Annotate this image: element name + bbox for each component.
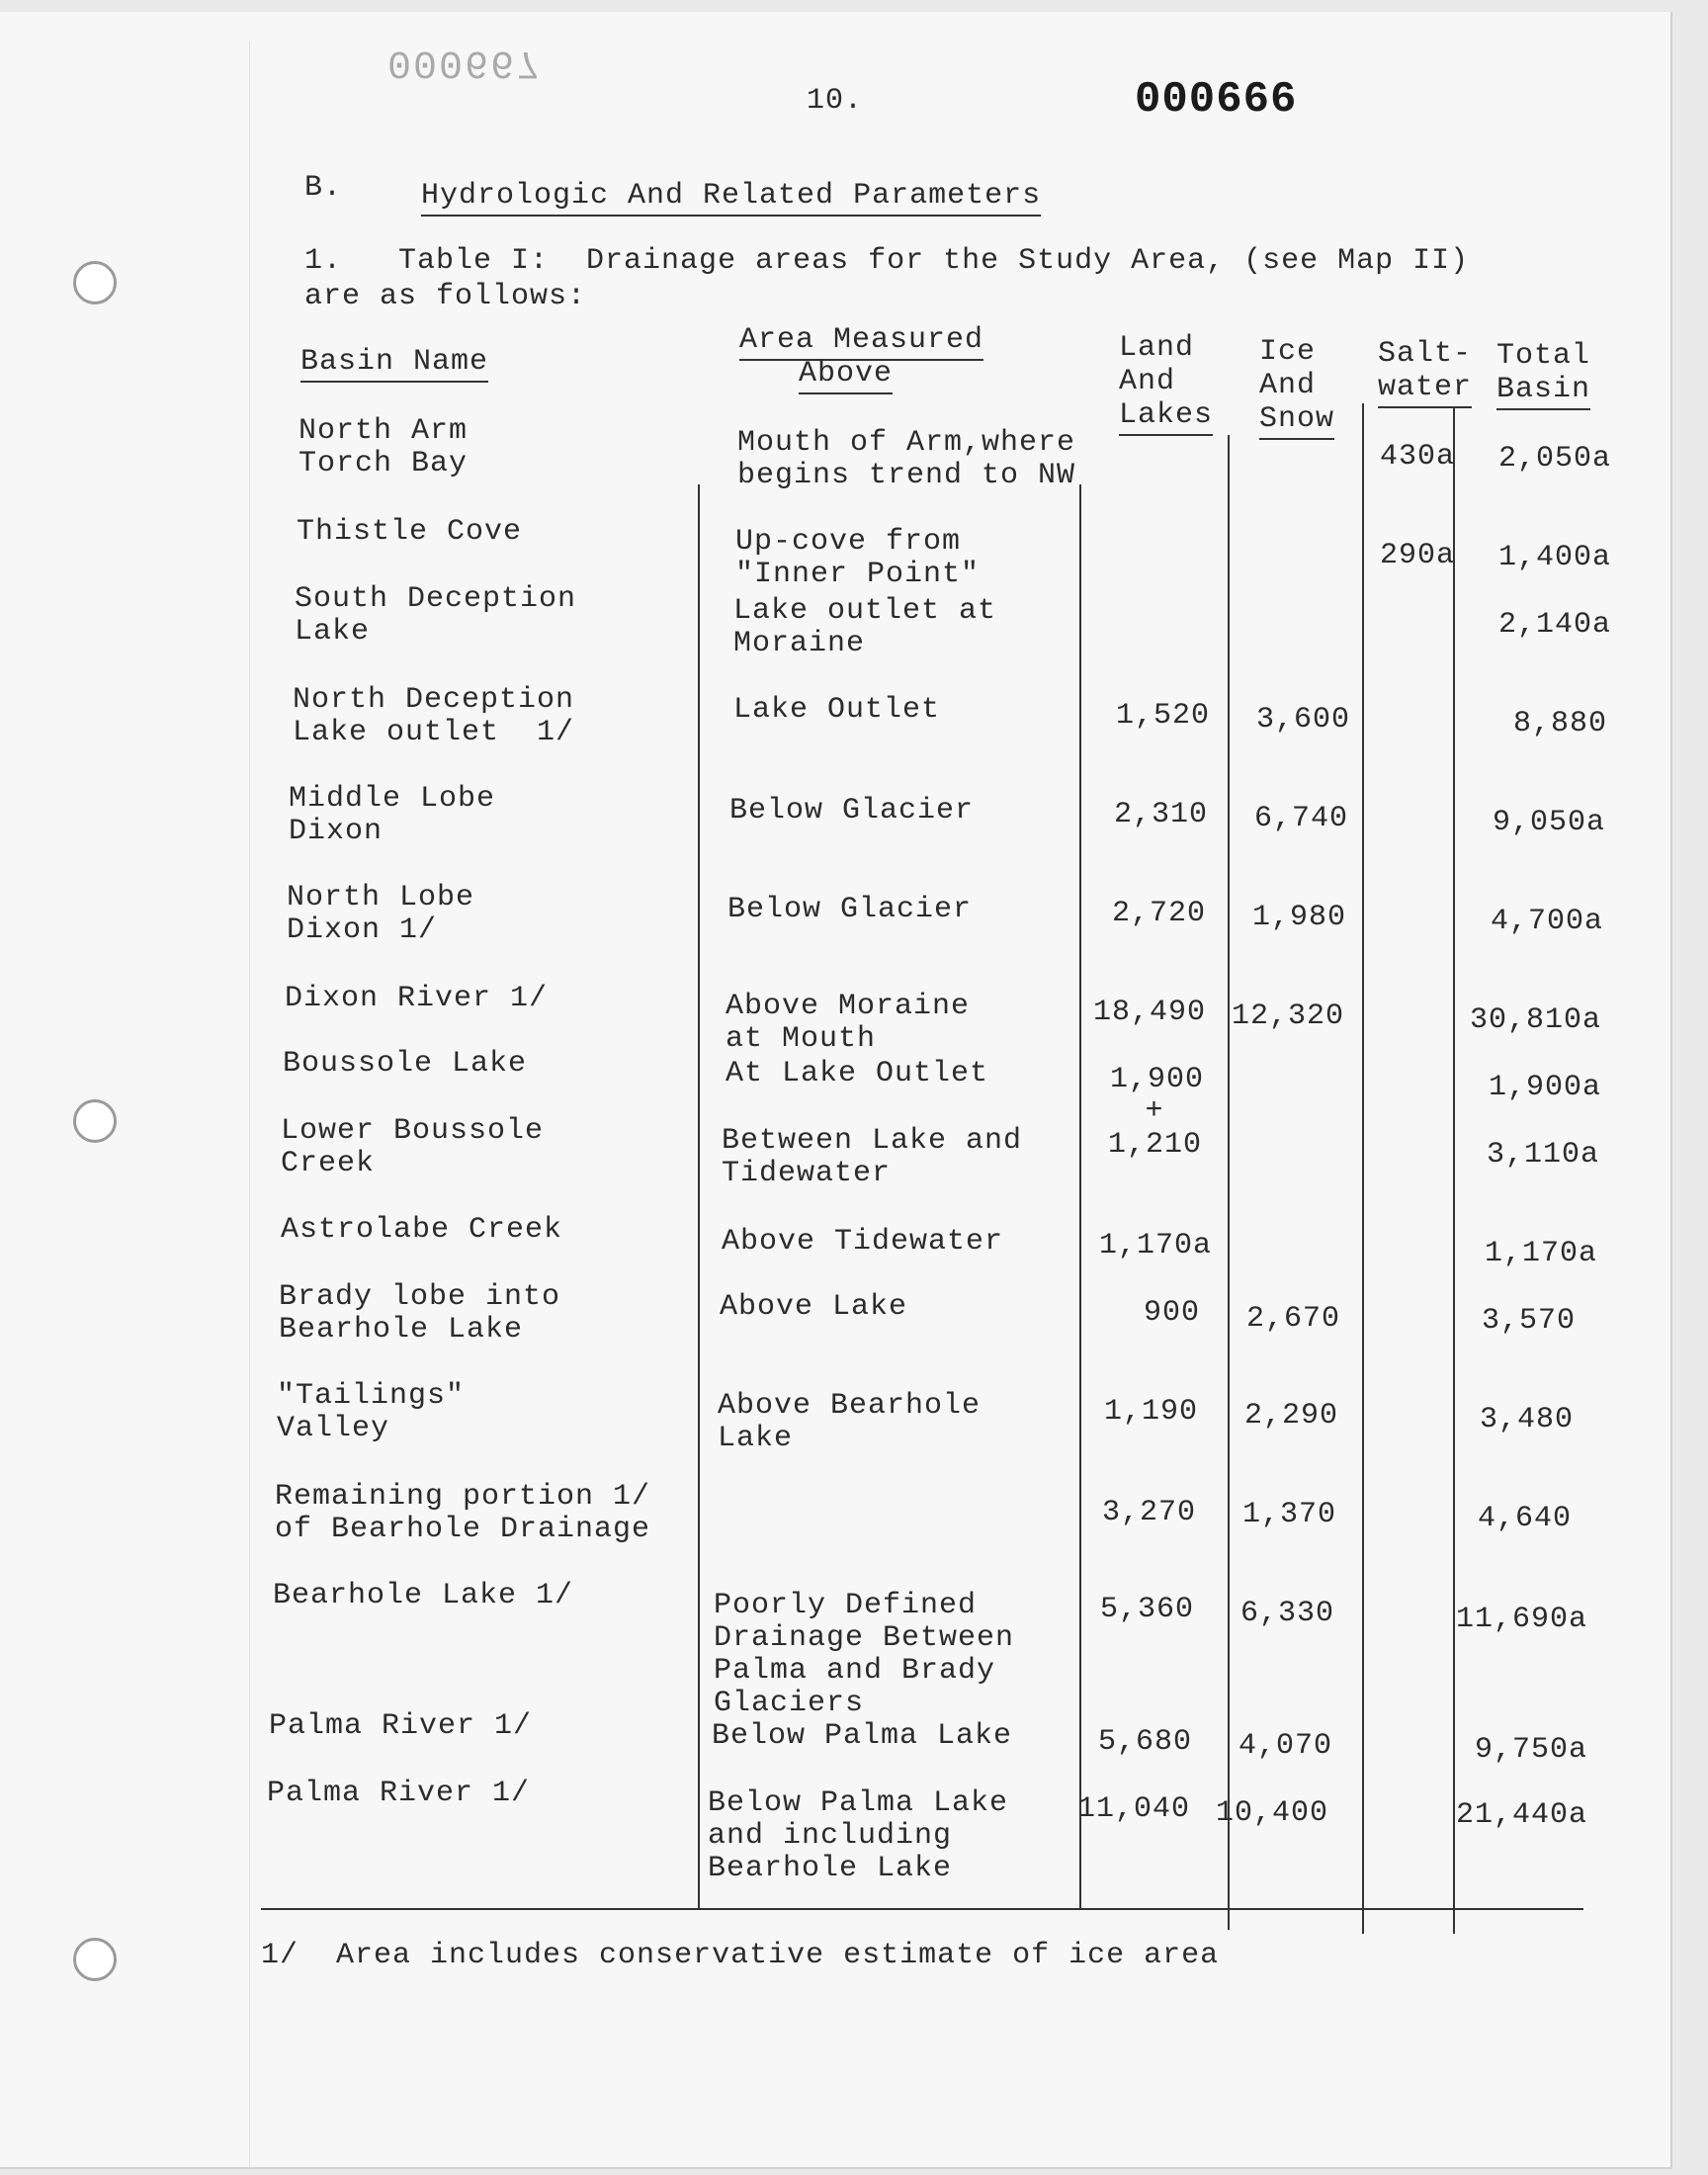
punch-hole	[73, 261, 117, 304]
page-fold-line	[249, 42, 250, 2167]
header-basin-name: Basin Name	[300, 346, 488, 383]
document-page	[0, 12, 1672, 2169]
row-area-measured: Lake Outlet	[733, 693, 941, 727]
row-area-measured: Above Tidewater	[722, 1225, 1004, 1259]
row-total-basin: 30,810a	[1469, 1003, 1601, 1037]
row-ice-and-snow: 1,980	[1251, 901, 1346, 934]
row-basin-name: Boussole Lake	[283, 1047, 528, 1081]
row-saltwater: 430a	[1379, 440, 1455, 474]
row-total-basin: 1,900a	[1488, 1071, 1601, 1104]
row-basin-name: Bearhole Lake 1/	[273, 1579, 574, 1612]
header-area-line1: Area Measured	[739, 324, 983, 361]
section-letter: B.	[304, 171, 343, 205]
row-area-measured: Above Bearhole Lake	[718, 1389, 982, 1455]
row-total-basin: 2,140a	[1497, 608, 1611, 642]
header-land-line3: Lakes	[1119, 399, 1213, 436]
row-ice-and-snow: 10,400	[1215, 1796, 1328, 1830]
column-rule	[1228, 435, 1230, 1930]
row-basin-name: Remaining portion 1/ of Bearhole Drainage	[275, 1480, 651, 1546]
row-ice-and-snow: 12,320	[1231, 1000, 1344, 1033]
header-salt-line2: water	[1378, 372, 1472, 408]
row-ice-and-snow: 6,330	[1239, 1597, 1334, 1630]
row-total-basin: 4,700a	[1490, 905, 1603, 938]
row-area-measured: Below Palma Lake	[712, 1719, 1013, 1753]
row-area-measured: Up-cove from "Inner Point"	[735, 525, 981, 591]
row-area-measured: At Lake Outlet	[726, 1057, 989, 1090]
row-basin-name: South Deception Lake	[295, 582, 577, 649]
row-ice-and-snow: 1,370	[1241, 1498, 1336, 1531]
row-land-and-lakes: 1,170a	[1099, 1229, 1213, 1262]
row-total-basin: 2,050a	[1497, 442, 1611, 476]
header-salt-line1: Salt-	[1378, 337, 1473, 371]
column-rule	[1362, 403, 1364, 1934]
row-basin-name: Middle Lobe Dixon	[289, 782, 496, 848]
row-land-and-lakes: 5,680	[1097, 1725, 1192, 1759]
row-basin-name: North Deception Lake outlet 1/	[293, 683, 575, 749]
row-area-measured: Mouth of Arm,where begins trend to NW	[737, 426, 1076, 492]
row-total-basin: 21,440a	[1455, 1798, 1587, 1832]
row-ice-and-snow: 2,670	[1245, 1302, 1340, 1336]
row-land-and-lakes: 3,270	[1101, 1496, 1196, 1529]
row-total-basin: 9,050a	[1492, 806, 1605, 839]
header-total-line2: Basin	[1496, 374, 1590, 410]
row-basin-name: Astrolabe Creek	[281, 1213, 563, 1247]
row-land-and-lakes: 11,040	[1076, 1792, 1190, 1826]
row-area-measured: Above Lake	[720, 1290, 908, 1324]
row-total-basin: 1,400a	[1497, 541, 1611, 574]
intro-line-1: 1. Table I: Drainage areas for the Study Area, (see Map II)	[304, 244, 1470, 278]
header-total-line1: Total	[1496, 339, 1591, 373]
row-land-and-lakes: 18,490	[1092, 996, 1206, 1029]
row-area-measured: Lake outlet at Moraine	[733, 594, 997, 660]
row-area-measured: Below Glacier	[729, 794, 975, 827]
row-land-and-lakes: 900	[1143, 1296, 1200, 1330]
row-total-basin: 3,570	[1481, 1304, 1576, 1338]
row-basin-name: Thistle Cove	[297, 515, 523, 549]
punch-hole	[73, 1938, 117, 1981]
row-total-basin: 1,170a	[1484, 1237, 1597, 1270]
row-basin-name: Dixon River 1/	[285, 982, 549, 1015]
row-total-basin: 3,480	[1479, 1403, 1574, 1436]
column-rule	[698, 484, 700, 1908]
row-land-and-lakes: 1,520	[1115, 699, 1210, 733]
row-basin-name: Lower Boussole Creek	[281, 1114, 545, 1180]
header-area-line2: Above	[799, 358, 893, 394]
header-land-line2: And	[1119, 365, 1176, 398]
row-basin-name: Palma River 1/	[267, 1777, 531, 1810]
row-basin-name: North Arm Torch Bay	[299, 414, 469, 480]
row-saltwater: 290a	[1379, 539, 1455, 572]
section-title: Hydrologic And Related Parameters	[421, 180, 1041, 217]
header-ice-line1: Ice	[1259, 335, 1317, 369]
row-area-measured: Above Moraine at Mouth	[726, 990, 971, 1056]
page-number: 10.	[807, 84, 864, 118]
intro-line-2: are as follows:	[304, 280, 587, 313]
row-basin-name: "Tailings" Valley	[277, 1379, 466, 1445]
punch-hole	[73, 1099, 117, 1143]
row-area-measured: Between Lake and Tidewater	[722, 1124, 1023, 1190]
row-area-measured: Below Glacier	[727, 893, 973, 926]
row-land-and-lakes: 1,210	[1107, 1128, 1202, 1162]
row-total-basin: 8,880	[1512, 707, 1607, 740]
row-land-and-lakes: 2,720	[1111, 897, 1206, 930]
row-ice-and-snow: 4,070	[1238, 1729, 1332, 1763]
column-rule	[1079, 484, 1081, 1908]
row-land-and-lakes: 2,310	[1113, 798, 1208, 831]
header-ice-line3: Snow	[1259, 403, 1334, 440]
row-total-basin: 9,750a	[1474, 1733, 1587, 1767]
faint-bates-stamp: 000667	[387, 40, 543, 84]
footnote: 1/ Area includes conservative estimate of ice area	[261, 1939, 1220, 1972]
row-basin-name: Palma River 1/	[269, 1709, 533, 1743]
row-area-measured: Below Palma Lake and including Bearhole Lake	[708, 1786, 1009, 1885]
row-total-basin: 11,690a	[1455, 1603, 1587, 1636]
bates-stamp: 000666	[1135, 75, 1298, 125]
row-ice-and-snow: 2,290	[1243, 1399, 1338, 1433]
header-ice-line2: And	[1259, 369, 1317, 402]
row-area-measured: Poorly Defined Drainage Between Palma and Brady Glaciers	[714, 1589, 1015, 1720]
row-basin-name: Brady lobe into Bearhole Lake	[279, 1280, 561, 1347]
row-land-and-lakes: 5,360	[1099, 1593, 1194, 1626]
table-bottom-rule	[261, 1908, 1583, 1910]
row-land-and-lakes: 1,900	[1109, 1063, 1204, 1096]
row-ice-and-snow: 6,740	[1253, 802, 1348, 835]
row-total-basin: 4,640	[1477, 1502, 1572, 1535]
plus-sign: +	[1145, 1094, 1164, 1128]
row-basin-name: North Lobe Dixon 1/	[287, 881, 475, 947]
row-land-and-lakes: 1,190	[1103, 1395, 1198, 1429]
row-ice-and-snow: 3,600	[1255, 703, 1350, 737]
row-total-basin: 3,110a	[1486, 1138, 1599, 1172]
header-land-line1: Land	[1119, 331, 1195, 365]
